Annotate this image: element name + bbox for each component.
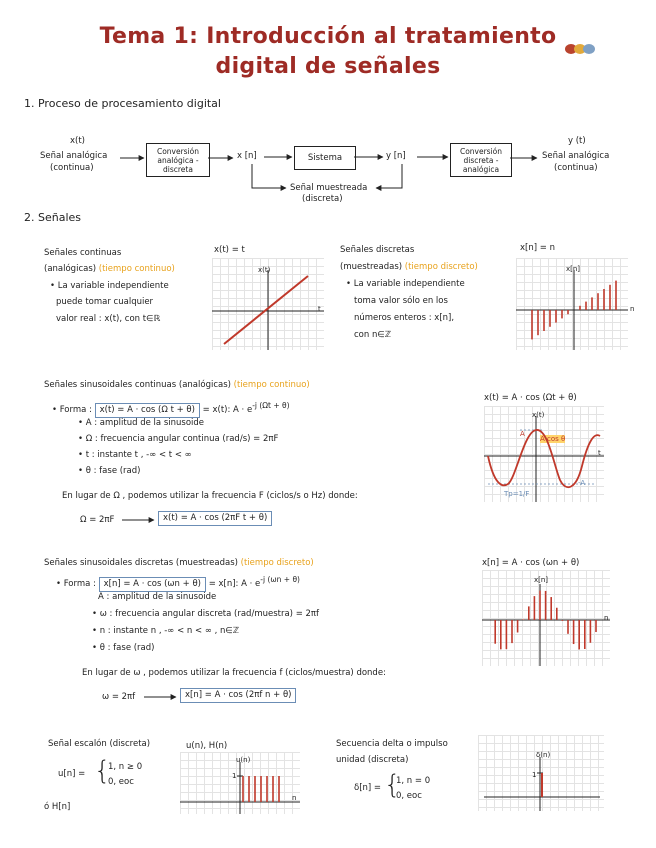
cont-title1: Señales continuas [44,248,122,258]
cont-plot [212,258,324,350]
step-alt: ó H[n] [44,802,71,812]
sampled-label2: (discreta) [302,194,343,204]
section2-heading: 2. Señales [24,211,82,224]
sinc-wave [488,430,600,487]
sind-plot [482,570,610,666]
sinc-forma: • Forma : x(t) = A · cos (Ω t + θ) = x(t): $A \cdot e^{-j (\Omega t + \theta)}$ [52,401,290,418]
sinc-axis-y: x(t) [532,411,545,419]
disc-axis-x: n [630,305,635,313]
step-title: Señal escalón (discreta) [48,739,151,749]
output-label1: Señal analógica [542,151,610,161]
sinc-lugar: En lugar de Ω , podemos utilizar la frecuencia F (ciclos/s o Hz) donde: [62,491,358,501]
sinc-title: Señales sinusoidales continuas (analógicas) (tiempo continuo) [44,380,310,390]
step-case1: 1, n ≥ 0 [108,762,143,772]
sind-plot-title: x[n] = A · cos (ωn + θ) [482,558,580,568]
sind-formula-box: x[n] = A · cos (ωn + θ) [99,577,206,592]
sinc-lbl-nega: -A [578,479,586,487]
disc-plot [516,258,628,350]
sinc-lbl-period: Tp=1/F [504,490,530,498]
delta-axis-y: δ(n) [536,751,551,759]
cont-tag: (tiempo continuo) [98,264,175,274]
delta-lhs: δ[n] = [354,783,382,793]
sinc-tag: (tiempo continuo) [233,380,310,390]
sinc-formula-box: x(t) = A · cos (Ω t + θ) [95,403,200,418]
adc-box: Conversión analógica - discreta [146,143,210,177]
sinc-formula2: x(t) = A · cos (2πF t + θ) [158,511,272,526]
sinc-formula-exp: -j (Ωt + θ) [252,401,290,410]
sind-title: Señales sinusoidales discretas (muestreadas) (tiempo discreto) [44,558,314,568]
page-title-line2: digital de señales [215,54,441,79]
output-var: y (t) [568,136,586,146]
cont-axis-y: x(t) [258,266,271,274]
sind-formula-alt: = x[n]: A · e [208,578,261,589]
step-plot-title: u(n), H(n) [186,741,228,751]
delta-tick: 1 [532,771,537,779]
sinc-item-t: • t : instante t , -∞ < t < ∞ [78,450,192,460]
delta-title1: Secuencia delta o impulso [336,739,448,749]
sind-formula2: x[n] = A · cos (2πf n + θ) [180,688,296,703]
step-axis-x: n [292,794,297,802]
disc-bullet4: con n∈ℤ [354,330,392,340]
sind-item-theta: • θ : fase (rad) [92,643,155,653]
sinc-formula2-wrap [158,511,272,526]
sinc-item-omega: • Ω : frecuencia angular continua (rad/s) = 2πF [78,434,279,444]
xn-label: x [n] [237,151,257,161]
disc-tag: (tiempo discreto) [404,262,478,272]
output-label2: (continua) [554,163,598,173]
sinc-plot-title: x(t) = A · cos (Ωt + θ) [484,393,577,403]
sind-item-a: A : amplitud de la sinusoide [98,592,217,602]
sinc-formula-alt: = x(t): A · e [202,404,253,415]
section1-heading: 1. Proceso de procesamiento digital [24,97,221,110]
delta-brace-icon: { [384,770,401,800]
disc-axis-y: x[n] [566,265,581,273]
step-brace-icon: { [94,756,111,786]
cont-line [224,276,308,344]
sind-tag: (tiempo discreto) [240,558,314,568]
sind-lugar: En lugar de ω , podemos utilizar la frecuencia f (ciclos/muestra) donde: [82,668,386,678]
sind-item-omega: • ω : frecuencia angular discreta (rad/muestra) = 2πf [92,609,320,619]
sind-forma: • Forma : x[n] = A · cos (ωn + θ) = x[n]: $A \cdot e^{-j (\omega n + \theta)}$ [56,575,300,592]
sinc-lbl-a: A [520,430,525,438]
input-label2: (continua) [50,163,94,173]
sinc-item-a: • A : amplitud de la sinusoide [78,418,205,428]
sind-formula-exp: -j (ωn + θ) [260,575,300,584]
cont-bullet3: valor real : x(t), con t∈ℝ [56,314,161,324]
input-label1: Señal analógica [40,151,108,161]
yn-label: y [n] [386,151,406,161]
delta-title2: unidad (discreta) [336,755,409,765]
cont-title2: (analógicas) (tiempo continuo) [44,264,175,274]
sampled-label1: Señal muestreada [290,183,368,193]
sind-axis-y: x[n] [534,576,549,584]
delta-case2: 0, eoc [396,791,422,801]
step-lhs: u[n] = [58,769,86,779]
disc-bullet3: números enteros : x[n], [354,313,455,323]
sind-axis-x: n [604,614,609,622]
sinc-lbl-acos: A cos θ [540,435,566,443]
sind-omega-eq: ω = 2πf [102,692,136,702]
disc-bullet1: • La variable independiente [346,279,465,289]
sinc-axis-x: t [598,449,601,457]
page-title-line1: Tema 1: Introducción al tratamiento [99,24,557,49]
sind-item-n: • n : instante n , -∞ < n < ∞ , n∈ℤ [92,626,240,636]
cont-axis-x: t [318,305,321,313]
disc-plot-title: x[n] = n [520,243,555,253]
flow-arrows [0,0,656,220]
cont-bullet2: puede tomar cualquier [56,297,154,307]
cont-bullet1: • La variable independiente [50,281,169,291]
sinc-plot [484,406,604,502]
input-var: x(t) [70,136,85,146]
sinc-arrow [122,515,158,525]
disc-title2: (muestreadas) (tiempo discreto) [340,262,478,272]
sind-arrow [144,692,180,702]
disc-bullet2: toma valor sólo en los [354,296,448,306]
step-plot [180,752,300,814]
cont-plot-title: x(t) = t [214,245,245,255]
system-box: Sistema [294,146,356,170]
step-axis-y: u(n) [236,756,251,764]
sind-formula2-wrap [180,688,296,703]
delta-plot [478,735,604,811]
sinc-omega-eq: Ω = 2πF [80,515,115,525]
dac-box: Conversión discreta - analógica [450,143,512,177]
sinc-item-theta: • θ : fase (rad) [78,466,141,476]
step-case2: 0, eoc [108,777,134,787]
delta-case1: 1, n = 0 [396,776,431,786]
disc-title1: Señales discretas [340,245,415,255]
step-tick: 1 [232,772,237,780]
